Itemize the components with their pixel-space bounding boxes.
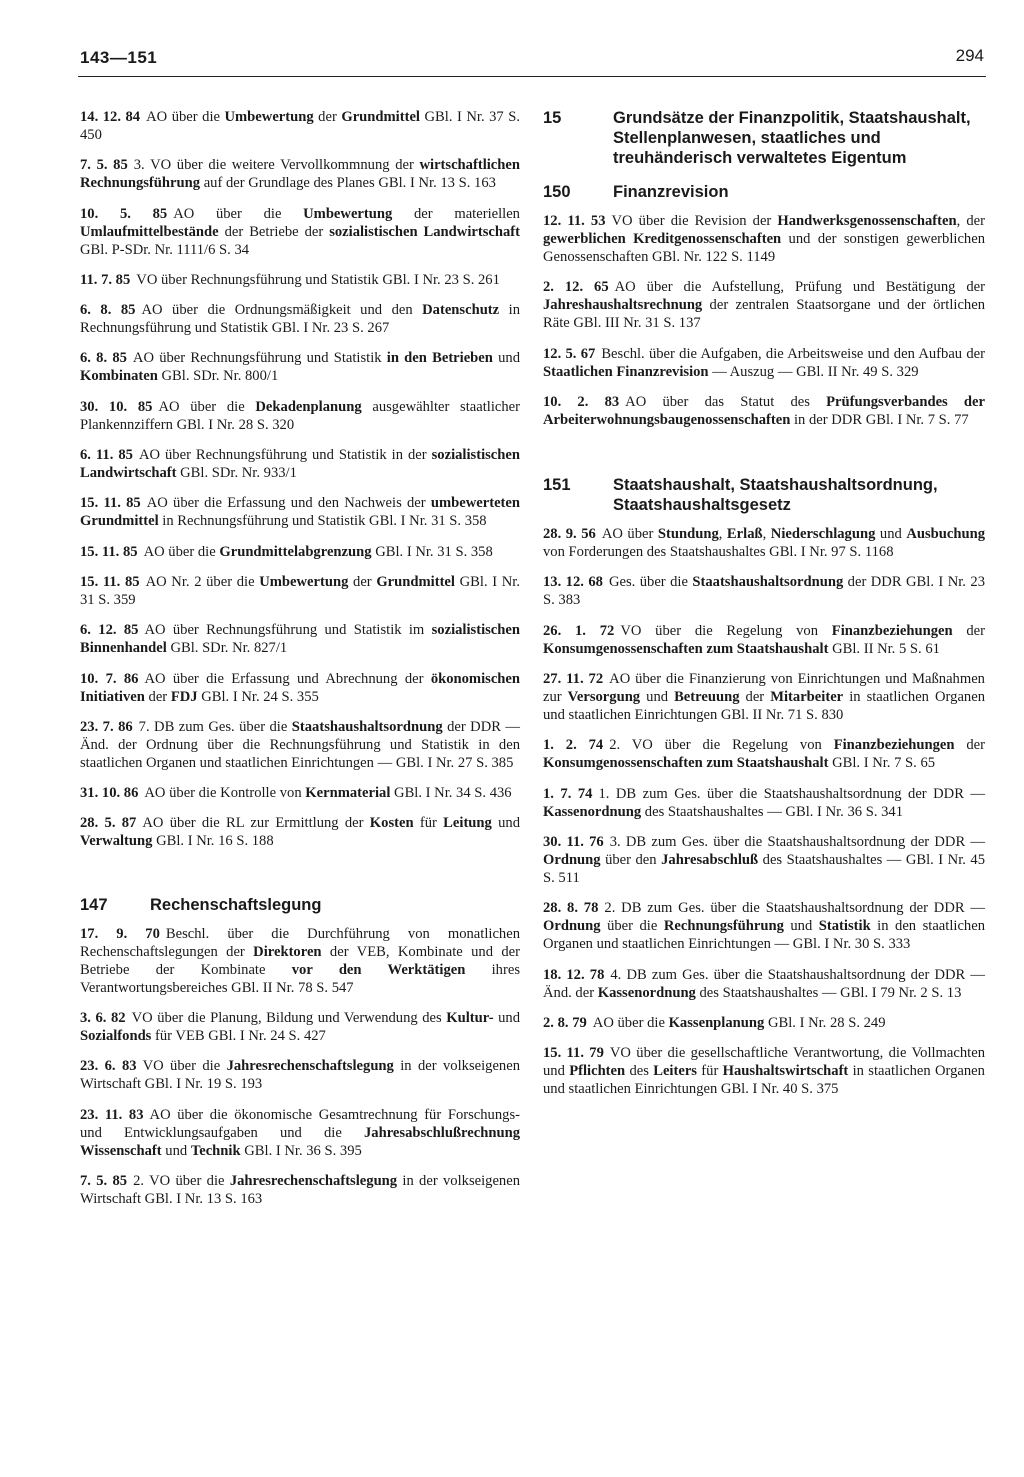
entry-keyword: Haushaltswirtschaft [722, 1063, 849, 1080]
law-entry: 15. 11. 85 AO über die Erfassung und den Nachweis der umbewerteten Grundmittel in Rechnungsführung und Statistik GBl. I Nr. 31 S. 358 [80, 495, 520, 530]
entry-keyword: Stundung [657, 526, 719, 543]
law-entry: 10. 5. 85 AO über die Umbewertung der materiellen Umlaufmittelbestände der Betriebe der sozialistischen Landwirtschaft GBl. P-SDr. Nr. 1111/6 S. 34 [80, 205, 521, 258]
entry-keyword: wirtschaftlichen Rechnungsführung [80, 157, 520, 192]
entry-keyword: Ordnung [543, 851, 601, 868]
entry-keyword: Kultur- [446, 1010, 494, 1027]
entry-keyword: Kombinaten [80, 368, 158, 385]
entry-date: 1. 2. 74 [543, 737, 604, 754]
section-number: 147 [80, 895, 108, 914]
entry-date: 26. 1. 72 [543, 622, 615, 639]
entry-keyword: Erlaß [726, 526, 763, 543]
law-entry: 27. 11. 72 AO über die Finanzierung von Einrichtungen und Maßnahmen zur Versorgung und Betreuung der Mitarbeiter in staatlichen Organen und staatlichen Einrichtungen GBl. II Nr. 71 S. 830 [543, 671, 985, 724]
section-150-entry-list [543, 212, 985, 429]
entry-date: 7. 5. 85 [80, 157, 128, 174]
law-entry: 15. 11. 79 VO über die gesellschaftliche Verantwortung, die Vollmachten und Pflichten des Leiters für Haushaltswirtschaft in staatlichen Organen und staatlichen Einrichtungen GBl. I Nr. 40 S. 375 [543, 1045, 985, 1098]
section-title: Staatshaushalt, Staatshaushaltsordnung, Staatshaushaltsgesetz [613, 476, 938, 515]
entry-date: 15. 11. 85 [80, 495, 141, 512]
law-entry: 30. 10. 85 AO über die Dekadenplanung ausgewählter staatlicher Plankennziffern GBl. I Nr. 28 S. 320 [80, 398, 520, 433]
entry-keyword: Technik [190, 1142, 241, 1159]
entry-keyword: Umbewertung [303, 205, 393, 222]
law-entry: 15. 11. 85 AO über die Grundmittelabgrenzung GBl. I Nr. 31 S. 358 [80, 543, 493, 560]
law-entry: 6. 8. 85 AO über Rechnungsführung und Statistik in den Betrieben und Kombinaten GBl. SDr. Nr. 800/1 [80, 350, 521, 385]
entry-date: 11. 7. 85 [80, 271, 131, 288]
entry-date: 6. 12. 85 [80, 622, 139, 639]
entry-keyword: Mitarbeiter [770, 689, 844, 706]
law-entry: 30. 11. 76 3. DB zum Ges. über die Staatshaushaltsordnung der DDR — Ordnung über den Jahresabschluß des Staatshaushaltes — GBl. I Nr. 45 S. 511 [543, 833, 985, 886]
entry-date: 15. 11. 85 [80, 543, 138, 560]
entry-keyword: Staatlichen Finanzrevision [543, 363, 709, 380]
entry-keyword: Umbewertung [259, 573, 349, 590]
entry-keyword: Dekadenplanung [255, 398, 362, 415]
entry-keyword: Direktoren [253, 943, 322, 960]
page-range-header: 143—151 [80, 48, 158, 67]
entry-keyword: Datenschutz [422, 302, 500, 319]
law-entry: 11. 7. 85 VO über Rechnungsführung und Statistik GBl. I Nr. 23 S. 261 [80, 271, 500, 288]
entry-date: 6. 8. 85 [80, 302, 136, 319]
left-column [80, 108, 520, 1220]
law-entry: 6. 11. 85 AO über Rechnungsführung und Statistik in der sozialistischen Landwirtschaft GBl. SDr. Nr. 933/1 [80, 447, 520, 482]
law-entry: 14. 12. 84 AO über die Umbewertung der Grundmittel GBl. I Nr. 37 S. 450 [80, 109, 520, 143]
section-number: 15 [543, 109, 562, 127]
left-entry-list [80, 108, 520, 850]
entry-keyword: Umbewertung [224, 109, 314, 125]
entry-keyword: Jahresrechenschaftslegung [229, 1172, 398, 1189]
law-entry: 23. 7. 86 7. DB zum Ges. über die Staatshaushaltsordnung der DDR — Änd. der Ordnung über die Rechnungsführung und Statistik in den staatlichen Organen und staatlichen Einrichtungen — GBl. I Nr. 27 S. 385 [80, 718, 520, 771]
entry-keyword: Grundmittel [341, 109, 420, 125]
law-entry: 1. 2. 74 2. VO über die Regelung von Finanzbeziehungen der Konsumgenossenschaften zum Staatshaushalt GBl. I Nr. 7 S. 65 [543, 737, 986, 772]
entry-date: 23. 7. 86 [80, 718, 133, 735]
entry-date: 27. 11. 72 [543, 671, 604, 688]
header-rule [78, 76, 986, 77]
entry-keyword: Ausbuchung [906, 526, 986, 543]
entry-date: 31. 10. 86 [80, 785, 139, 802]
entry-keyword: Versorgung [567, 689, 641, 706]
entry-keyword: sozialistischen Landwirtschaft [80, 447, 520, 482]
entry-keyword: Jahreshaushaltsrechnung [543, 297, 703, 314]
entry-date: 2. 12. 65 [543, 279, 609, 296]
entry-date: 6. 8. 85 [80, 350, 127, 367]
section-title: Grundsätze der Finanzpolitik, Staatshaushalt, Stellenplanwesen, staatliches und treuhänderisch verwaltetes Eigentum [613, 109, 971, 167]
entry-keyword: Kassenordnung [597, 984, 696, 1001]
right-column [543, 108, 985, 1110]
entry-keyword: Kassenordnung [543, 803, 642, 820]
entry-keyword: Prüfungsverbandes der Arbeiterwohnungsbaugenossenschaften [543, 393, 986, 428]
law-entry: 31. 10. 86 AO über die Kontrolle von Kernmaterial GBl. I Nr. 34 S. 436 [80, 785, 512, 802]
entry-date: 12. 11. 53 [543, 213, 606, 229]
law-entry: 6. 12. 85 AO über Rechnungsführung und Statistik im sozialistischen Binnenhandel GBl. SDr. Nr. 827/1 [80, 622, 520, 657]
law-entry: 7. 5. 85 3. VO über die weitere Vervollkommnung der wirtschaftlichen Rechnungsführung auf der Grundlage des Planes GBl. I Nr. 13 S. 163 [80, 157, 520, 192]
section-title: Finanzrevision [613, 183, 729, 201]
entry-keyword: Finanzbeziehungen [831, 622, 953, 639]
law-entry: 23. 6. 83 VO über die Jahresrechenschaftslegung in der volkseigenen Wirtschaft GBl. I Nr. 19 S. 193 [80, 1058, 521, 1093]
law-entry: 6. 8. 85 AO über die Ordnungsmäßigkeit und den Datenschutz in Rechnungsführung und Statistik GBl. I Nr. 23 S. 267 [80, 302, 520, 337]
entry-date: 15. 11. 85 [80, 573, 140, 590]
section-number: 150 [543, 183, 571, 201]
entry-keyword: Ordnung [543, 918, 601, 935]
law-entry: 28. 8. 78 2. DB zum Ges. über die Staatshaushaltsordnung der DDR — Ordnung über die Rechnungsführung und Statistik in den staatlichen Organen und staatlichen Einrichtungen — GBl. I Nr. 30 S. 333 [543, 900, 986, 953]
law-entry: 2. 8. 79 AO über die Kassenplanung GBl. I Nr. 28 S. 249 [543, 1014, 886, 1031]
entry-date: 18. 12. 78 [543, 966, 605, 983]
entry-keyword: sozialistischen Landwirtschaft [329, 223, 521, 240]
entry-keyword: Jahresrechenschaftslegung [226, 1058, 394, 1075]
entry-date: 10. 2. 83 [543, 393, 620, 410]
entry-keyword: umbewerteten Grundmittel [80, 495, 520, 530]
law-entry: 18. 12. 78 4. DB zum Ges. über die Staatshaushaltsordnung der DDR — Änd. der Kassenordnung des Staatshaushaltes — GBl. I 79 Nr. 2 S. 13 [543, 966, 986, 1001]
entry-keyword: gewerblichen Kreditgenossenschaften [543, 231, 782, 247]
entry-keyword: Leiters [653, 1063, 697, 1080]
law-entry: 12. 11. 53 VO über die Revision der Handwerksgenossenschaften, der gewerblichen Kreditgenossenschaften und der sonstigen gewerblichen Genossenschaften GBl. Nr. 122 S. 1149 [543, 213, 985, 265]
entry-keyword: Staatshaushaltsordnung [291, 718, 443, 735]
section-heading-151 [543, 475, 985, 515]
entry-date: 10. 5. 85 [80, 205, 168, 222]
entry-keyword: Grundmittelabgrenzung [219, 543, 372, 560]
law-entry: 28. 5. 87 AO über die RL zur Ermittlung der Kosten für Leitung und Verwaltung GBl. I Nr. 16 S. 188 [80, 815, 521, 850]
entry-keyword: Pflichten [569, 1063, 626, 1080]
entry-keyword: Kernmaterial [305, 785, 391, 802]
section-heading-150 [543, 182, 985, 202]
law-entry: 26. 1. 72 VO über die Regelung von Finanzbeziehungen der Konsumgenossenschaften zum Staatshaushalt GBl. II Nr. 5 S. 61 [543, 622, 986, 657]
law-entry: 12. 5. 67 Beschl. über die Aufgaben, die Arbeitsweise und den Aufbau der Staatlichen Finanzrevision — Auszug — GBl. II Nr. 49 S. 329 [543, 345, 986, 380]
entry-date: 28. 9. 56 [543, 526, 596, 543]
entry-keyword: Leitung [443, 815, 492, 832]
law-entry: 10. 7. 86 AO über die Erfassung und Abrechnung der ökonomischen Initiativen der FDJ GBl. I Nr. 24 S. 355 [80, 670, 521, 705]
entry-date: 7. 5. 85 [80, 1172, 128, 1189]
entry-date: 12. 5. 67 [543, 345, 596, 362]
entry-keyword: Betreuung [674, 689, 740, 706]
entry-keyword: Niederschlagung [770, 526, 876, 543]
section-number: 151 [543, 476, 571, 495]
entry-date: 15. 11. 79 [543, 1045, 604, 1062]
entry-keyword: Rechnungsführung [663, 918, 784, 935]
law-entry: 7. 5. 85 2. VO über die Jahresrechenschaftslegung in der volkseigenen Wirtschaft GBl. I Nr. 13 S. 163 [80, 1172, 520, 1207]
law-entry: 23. 11. 83 AO über die ökonomische Gesamtrechnung für Forschungs- und Entwicklungsaufgaben und die Jahresabschlußrechnung Wissenschaft und Technik GBl. I Nr. 36 S. 395 [80, 1106, 520, 1159]
law-entry: 2. 12. 65 AO über die Aufstellung, Prüfung und Bestätigung der Jahreshaushaltsrechnung der zentralen Staatsorgane und der örtlichen Räte GBl. III Nr. 31 S. 137 [543, 279, 985, 332]
entry-date: 17. 9. 70 [80, 925, 160, 942]
entry-keyword: sozialistischen Binnenhandel [80, 622, 520, 657]
entry-keyword: Konsumgenossenschaften zum Staatshaushalt [543, 755, 829, 772]
entry-keyword: vor den Werktätigen [291, 961, 466, 978]
section-heading-147 [80, 895, 520, 915]
entry-keyword: Umlaufmittelbestände [80, 223, 219, 240]
entry-date: 13. 12. 68 [543, 574, 603, 591]
section-151-entry-list [543, 525, 985, 1098]
page-number: 294 [955, 46, 984, 65]
entry-keyword: Staatshaushaltsordnung [692, 574, 844, 591]
entry-date: 23. 11. 83 [80, 1106, 144, 1123]
entry-keyword: FDJ [170, 688, 198, 705]
entry-keyword: Statistik [818, 918, 871, 935]
entry-keyword: Jahresabschlußrechnung Wissenschaft [80, 1124, 520, 1159]
entry-date: 14. 12. 84 [80, 109, 141, 125]
law-entry: 10. 2. 83 AO über das Statut des Prüfungsverbandes der Arbeiterwohnungsbaugenossenschaften in der DDR GBl. I Nr. 7 S. 77 [543, 393, 986, 428]
law-entry: 15. 11. 85 AO Nr. 2 über die Umbewertung der Grundmittel GBl. I Nr. 31 S. 359 [80, 573, 521, 608]
entry-date: 28. 5. 87 [80, 815, 137, 832]
entry-keyword: Finanzbeziehungen [833, 737, 955, 754]
section-heading-15 [543, 108, 985, 168]
entry-date: 10. 7. 86 [80, 670, 139, 687]
section-title: Rechenschaftslegung [150, 895, 322, 914]
entry-keyword: Kosten [369, 815, 414, 832]
entry-keyword: Grundmittel [376, 573, 455, 590]
law-entry: 17. 9. 70 Beschl. über die Durchführung von monatlichen Rechenschaftslegungen der Direktoren der VEB, Kombinate und der Betriebe der Kombinate vor den Werktätigen ihres Verantwortungsbereiches GBl. II Nr. 78 S. 547 [80, 925, 520, 996]
law-entry: 3. 6. 82 VO über die Planung, Bildung und Verwendung des Kultur- und Sozialfonds für VEB GBl. I Nr. 24 S. 427 [80, 1010, 521, 1045]
entry-date: 1. 7. 74 [543, 785, 593, 802]
entry-date: 30. 10. 85 [80, 398, 153, 415]
entry-keyword: Kassenplanung [668, 1014, 765, 1031]
law-entry: 28. 9. 56 AO über Stundung, Erlaß, Niederschlagung und Ausbuchung von Forderungen des Staatshaushaltes GBl. I Nr. 97 S. 1168 [543, 526, 986, 561]
entry-date: 28. 8. 78 [543, 900, 599, 917]
entry-keyword: ökonomischen Initiativen [80, 670, 521, 705]
entry-keyword: in den Betrieben [386, 350, 493, 367]
section-147-entry-list [80, 925, 520, 1208]
entry-date: 30. 11. 76 [543, 833, 604, 850]
entry-date: 2. 8. 79 [543, 1014, 587, 1031]
entry-date: 3. 6. 82 [80, 1010, 126, 1027]
law-entry: 13. 12. 68 Ges. über die Staatshaushaltsordnung der DDR GBl. I Nr. 23 S. 383 [543, 574, 985, 609]
entry-date: 6. 11. 85 [80, 447, 133, 464]
entry-date: 23. 6. 83 [80, 1058, 137, 1075]
entry-keyword: Handwerksgenossenschaften [777, 213, 957, 229]
entry-keyword: Jahresabschluß [661, 851, 759, 868]
entry-keyword: Sozialfonds [80, 1028, 152, 1045]
law-entry: 1. 7. 74 1. DB zum Ges. über die Staatshaushaltsordnung der DDR — Kassenordnung des Staatshaushaltes — GBl. I Nr. 36 S. 341 [543, 785, 986, 820]
entry-keyword: Konsumgenossenschaften zum Staatshaushalt [543, 640, 829, 657]
entry-keyword: Verwaltung [80, 833, 153, 850]
